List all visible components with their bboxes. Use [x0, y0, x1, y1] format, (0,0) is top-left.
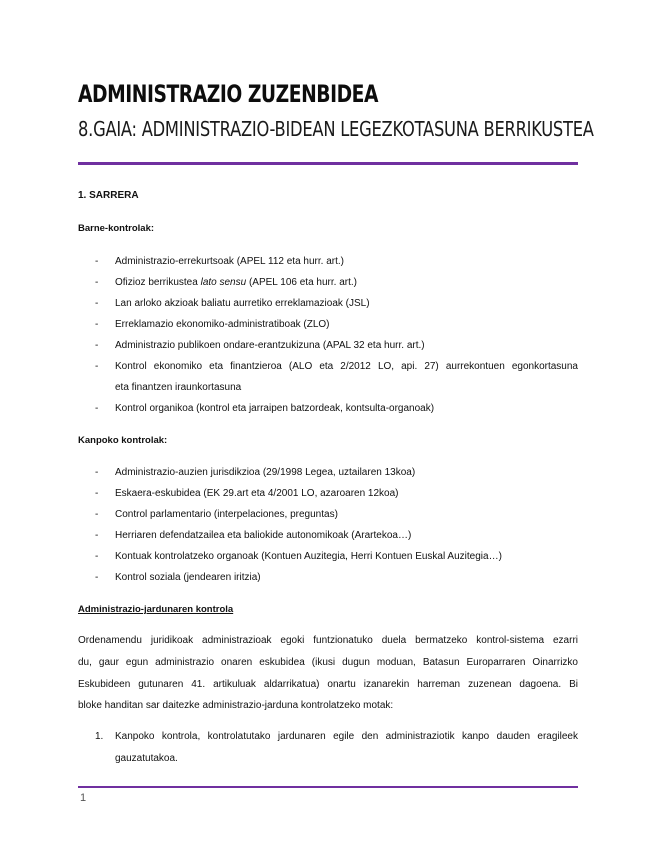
document-title: ADMINISTRAZIO ZUZENBIDEA: [78, 80, 379, 108]
document-subtitle: 8.GAIA: ADMINISTRAZIO-BIDEAN LEGEZKOTASUNA BERRIKUSTEA: [78, 117, 594, 141]
bullet-dash: -: [95, 361, 99, 372]
list-item: Herriaren defendatzailea eta baliokide autonomikoak (Arartekoa…): [115, 530, 412, 541]
jardunaren-heading: Administrazio-jardunaren kontrola: [78, 604, 234, 615]
list-item-continuation: eta finantzen iraunkortasuna: [115, 382, 242, 393]
list-item: Kontrol ekonomiko eta finantzieroa (ALO eta 2/2012 LO, api. 27) aurrekontuen egonkortasuna: [115, 361, 578, 372]
page-number: 1: [80, 792, 87, 804]
paragraph-line: du, gaur egun administrazio onaren eskubidea (ikusi dugun moduan, Batasun Europarraren Oinarrizko: [78, 657, 578, 668]
bullet-dash: -: [95, 488, 99, 499]
kanpoko-heading: Kanpoko kontrolak:: [78, 435, 168, 446]
list-item: Administrazio-errekurtsoak (APEL 112 eta hurr. art.): [115, 256, 344, 267]
paragraph-line: Ordenamendu juridikoak administrazioak egoki funtzionatuko duela bermatzeko kontrol-sistema ezarri: [78, 635, 578, 646]
list-item: Kontuak kontrolatzeko organoak (Kontuen Auzitegia, Herri Kontuen Euskal Auzitegia…): [115, 551, 502, 562]
numbered-item-continuation: gauzatutakoa.: [115, 753, 178, 764]
bullet-dash: -: [95, 256, 99, 267]
bullet-dash: -: [95, 277, 99, 288]
list-item: Kontrol soziala (jendearen iritzia): [115, 572, 261, 583]
list-item: Ofizioz berrikustea lato sensu (APEL 106 eta hurr. art.): [115, 277, 357, 288]
list-item: Erreklamazio ekonomiko-administratiboak (ZLO): [115, 319, 330, 330]
section-heading: 1. SARRERA: [78, 190, 139, 201]
italic-term: lato sensu: [200, 277, 247, 288]
bullet-dash: -: [95, 551, 99, 562]
barne-heading: Barne-kontrolak:: [78, 223, 155, 234]
bullet-dash: -: [95, 319, 99, 330]
bullet-dash: -: [95, 403, 99, 414]
paragraph-line: Eskubideen gutunaren 41. artikuluak aldarrikatua) onartu izanarekin harreman zuzenean dagoena. Bi: [78, 679, 578, 690]
bullet-dash: -: [95, 530, 99, 541]
header-divider: [78, 162, 578, 165]
list-item: Lan arloko akzioak baliatu aurretiko erreklamazioak (JSL): [115, 298, 370, 309]
bullet-dash: -: [95, 572, 99, 583]
list-item: Kontrol organikoa (kontrol eta jarraipen batzordeak, kontsulta-organoak): [115, 403, 435, 414]
bullet-dash: -: [95, 340, 99, 351]
paragraph-line: bloke handitan sar daitezke administrazio-jarduna kontrolatzeko motak:: [78, 700, 394, 711]
bullet-dash: -: [95, 509, 99, 520]
numbered-item: Kanpoko kontrola, kontrolatutako jardunaren egile den administraziotik kanpo dauden eragileek: [115, 731, 578, 742]
footer-divider: [78, 786, 578, 788]
list-item: Control parlamentario (interpelaciones, preguntas): [115, 509, 338, 520]
list-item: Administrazio publikoen ondare-erantzukizuna (APAL 32 eta hurr. art.): [115, 340, 425, 351]
list-item: Eskaera-eskubidea (EK 29.art eta 4/2001 LO, azaroaren 12koa): [115, 488, 399, 499]
list-number: 1.: [95, 731, 104, 742]
bullet-dash: -: [95, 467, 99, 478]
bullet-dash: -: [95, 298, 99, 309]
list-item: Administrazio-auzien jurisdikzioa (29/1998 Legea, uztailaren 13koa): [115, 467, 416, 478]
